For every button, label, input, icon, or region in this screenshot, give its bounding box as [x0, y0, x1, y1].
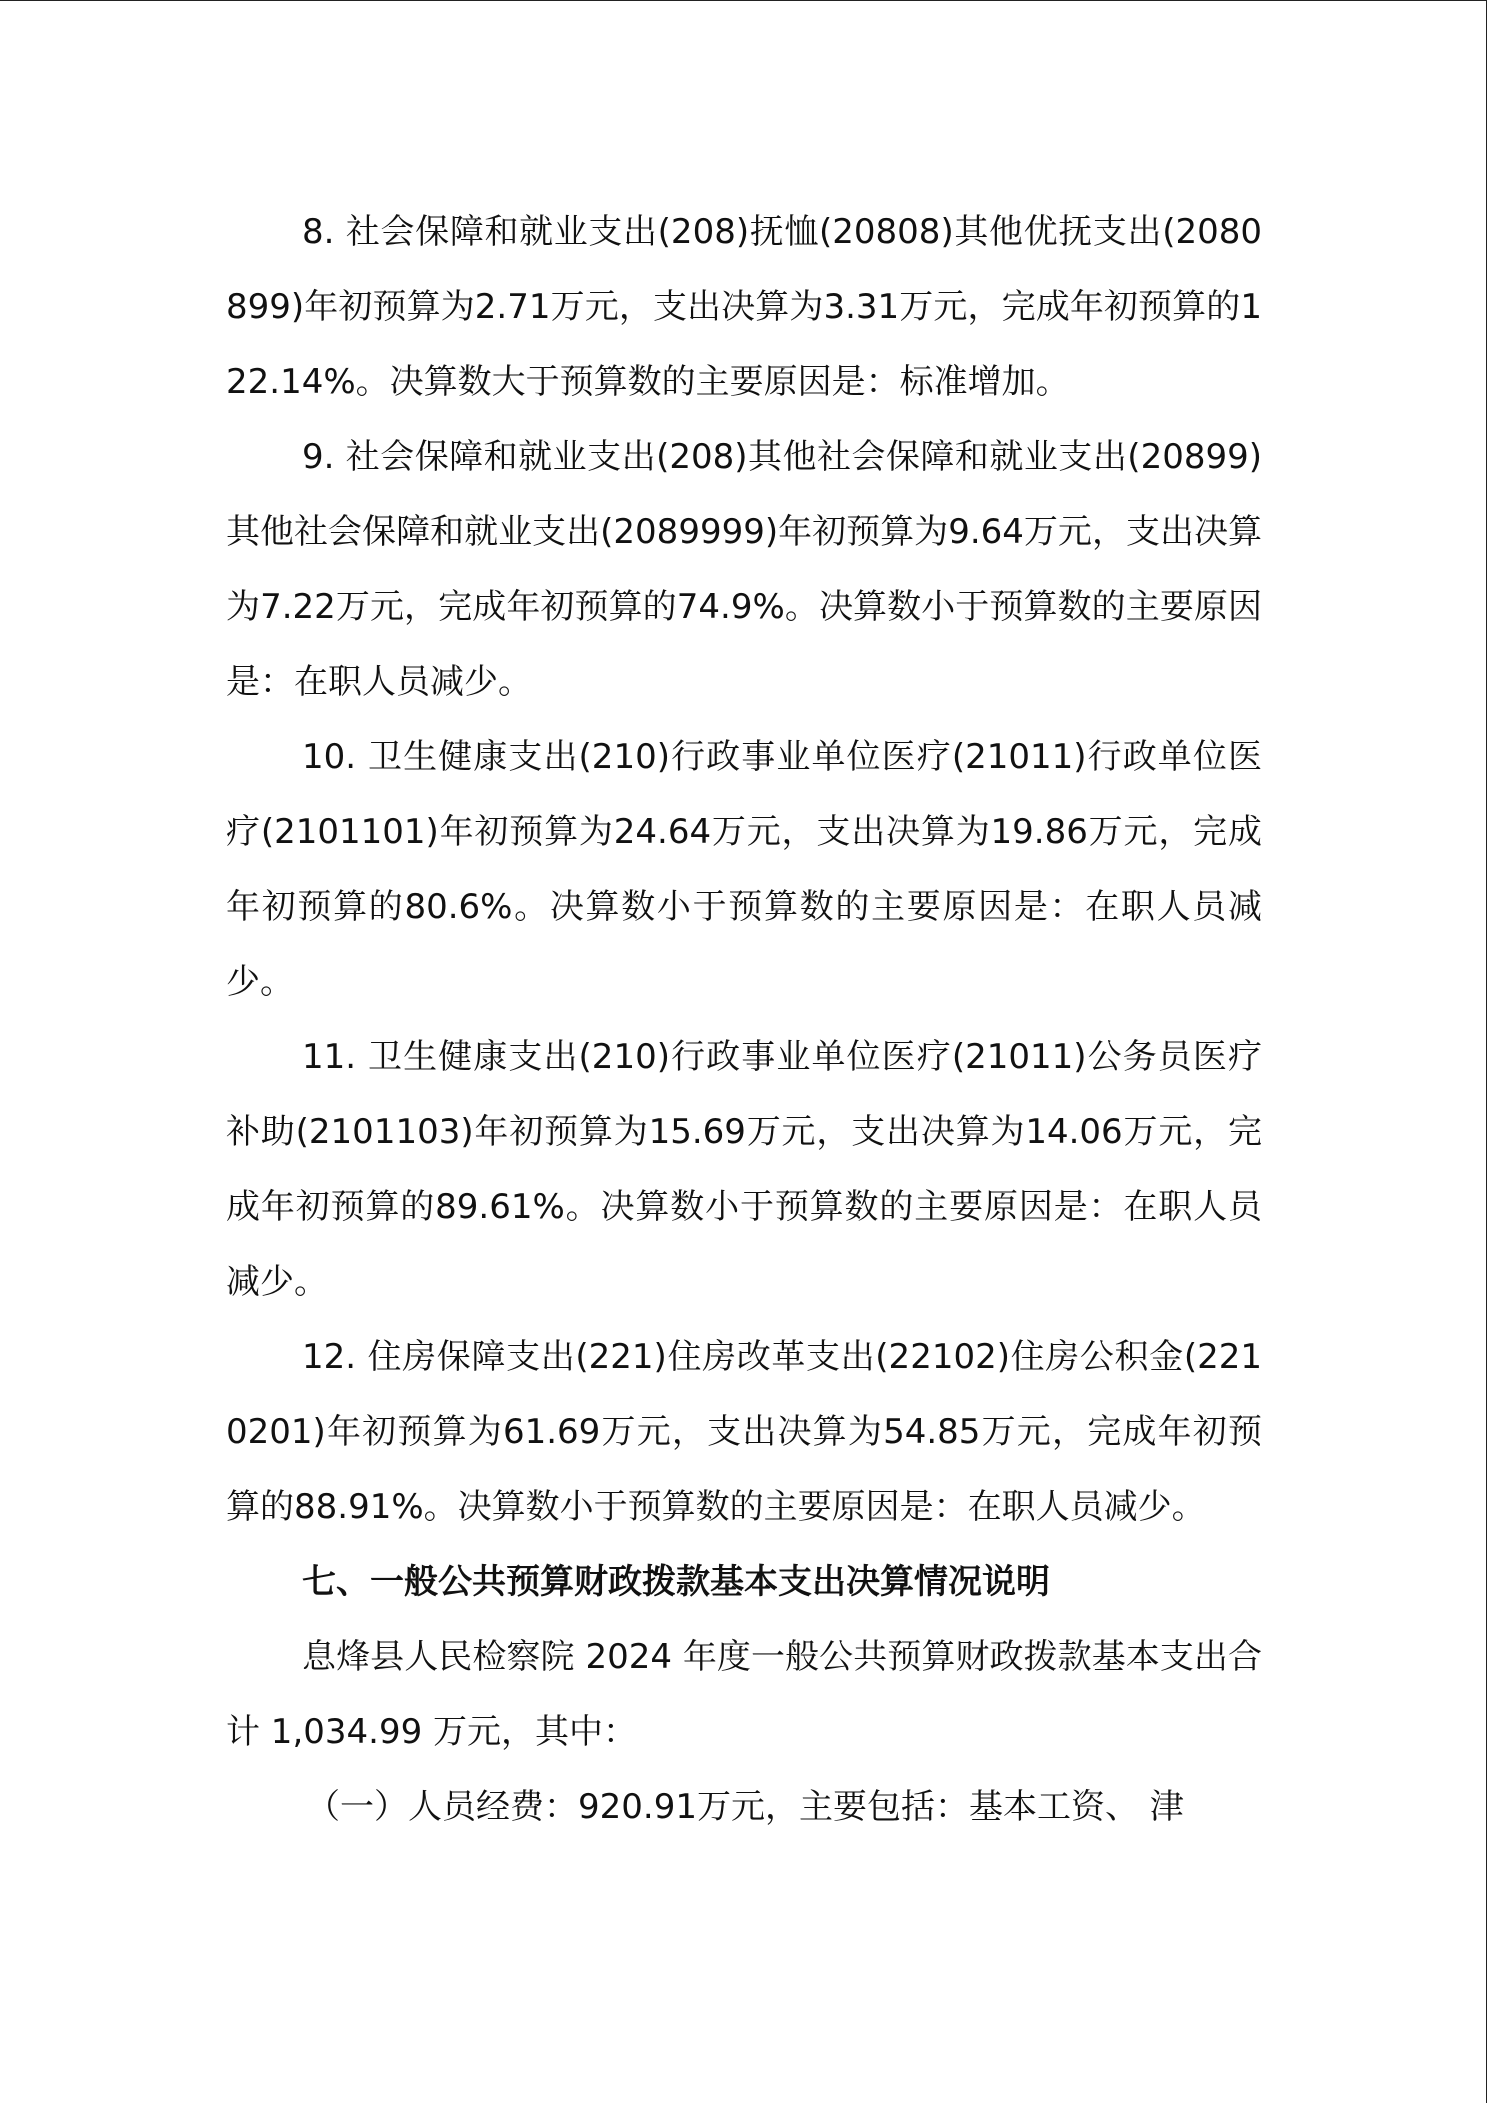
section-heading: 七、一般公共预算财政拨款基本支出决算情况说明 [302, 1562, 1050, 1602]
paragraph-11: 11. 卫生健康支出(210)行政事业单位医疗(21011)公务员医疗补助(2101103)年初预算为15.69万元，支出决算为14.06万元，完成年初预算的89.61%。决算数小于预算数的主要原因是：在职人员减少。 [226, 1037, 1262, 1302]
paragraph-12: 12. 住房保障支出(221)住房改革支出(22102)住房公积金(2210201)年初预算为61.69万元，支出决算为54.85万元，完成年初预算的88.91%。决算数小于预算数的主要原因是：在职人员减少。 [226, 1337, 1262, 1527]
paragraph-10: 10. 卫生健康支出(210)行政事业单位医疗(21011)行政单位医疗(2101101)年初预算为24.64万元，支出决算为19.86万元，完成年初预算的80.6%。决算数小于预算数的主要原因是：在职人员减少。 [226, 737, 1262, 1002]
personnel-expense-item: （一）人员经费：920.91万元，主要包括：基本工资、 津 [306, 1787, 1184, 1827]
paragraph-8: 8. 社会保障和就业支出(208)抚恤(20808)其他优抚支出(2080899)年初预算为2.71万元，支出决算为3.31万元，完成年初预算的122.14%。决算数大于预算数的主要原因是：标准增加。 [226, 212, 1262, 402]
document-body [226, 195, 1262, 1845]
paragraph-9: 9. 社会保障和就业支出(208)其他社会保障和就业支出(20899)其他社会保障和就业支出(2089999)年初预算为9.64万元，支出决算为7.22万元，完成年初预算的74.9%。决算数小于预算数的主要原因是：在职人员减少。 [226, 437, 1262, 702]
section-intro: 息烽县人民检察院 2024 年度一般公共预算财政拨款基本支出合计 1,034.99 万元，其中： [226, 1637, 1262, 1752]
